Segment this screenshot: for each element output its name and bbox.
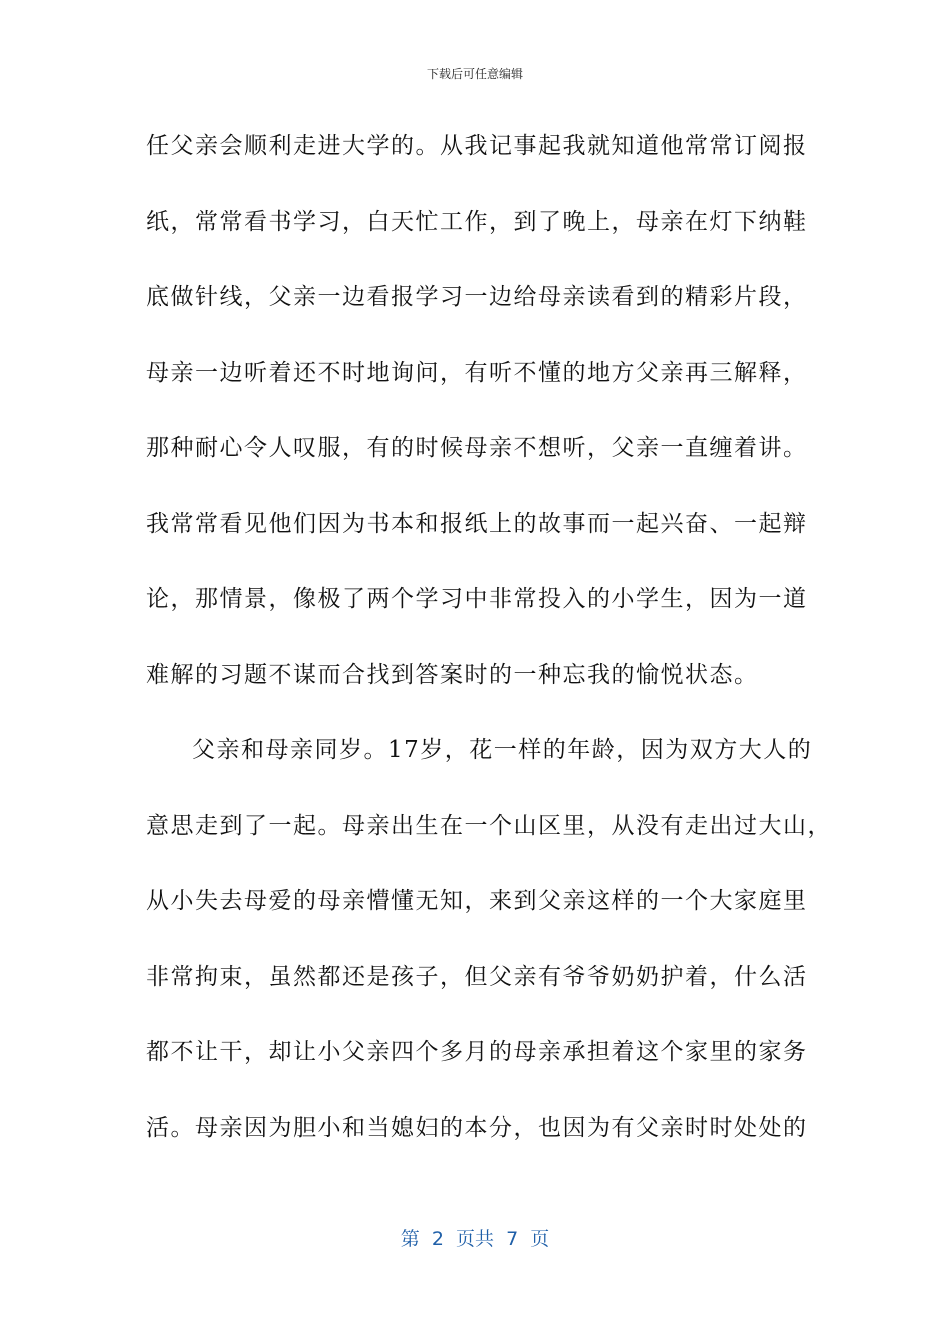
page-number-footer: 第 2 页共 7 页 [400,1228,550,1250]
text-line: 论，那情景，像极了两个学习中非常投入的小学生，因为一道 [146,586,808,612]
text-line: 我常常看见他们因为书本和报纸上的故事而一起兴奋、一起辩 [146,510,808,537]
text-line: 从小失去母爱的母亲懵懂无知，来到父亲这样的一个大家庭里 [146,888,808,914]
document-body [146,124,832,1181]
text-line: 底做针线，父亲一边看报学习一边给母亲读看到的精彩片段， [146,284,808,310]
text-line: 任父亲会顺利走进大学的。从我记事起我就知道他常常订阅报 [146,133,808,159]
page-header: 下载后可任意编辑 [426,67,523,81]
text-line: 意思走到了一起。母亲出生在一个山区里，从没有走出过大山， [146,812,832,839]
text-line: 活。母亲因为胆小和当媳妇的本分，也因为有父亲时时处处的 [146,1114,808,1141]
text-line: 都不让干，却让小父亲四个多月的母亲承担着这个家里的家务 [146,1039,808,1065]
text-line: 难解的习题不谋而合找到答案时的一种忘我的愉悦状态。 [146,661,759,688]
text-line: 那种耐心令人叹服，有的时候母亲不想听，父亲一直缠着讲。 [146,435,808,461]
paragraph-start-line: 父亲和母亲同岁。17岁，花一样的年龄，因为双方大人的 [192,737,813,763]
text-line: 纸，常常看书学习，白天忙工作，到了晚上，母亲在灯下纳鞋 [146,208,808,235]
text-line: 母亲一边听着还不时地询问，有听不懂的地方父亲再三解释， [146,359,808,386]
text-line: 非常拘束，虽然都还是孩子，但父亲有爷爷奶奶护着，什么活 [146,963,808,990]
